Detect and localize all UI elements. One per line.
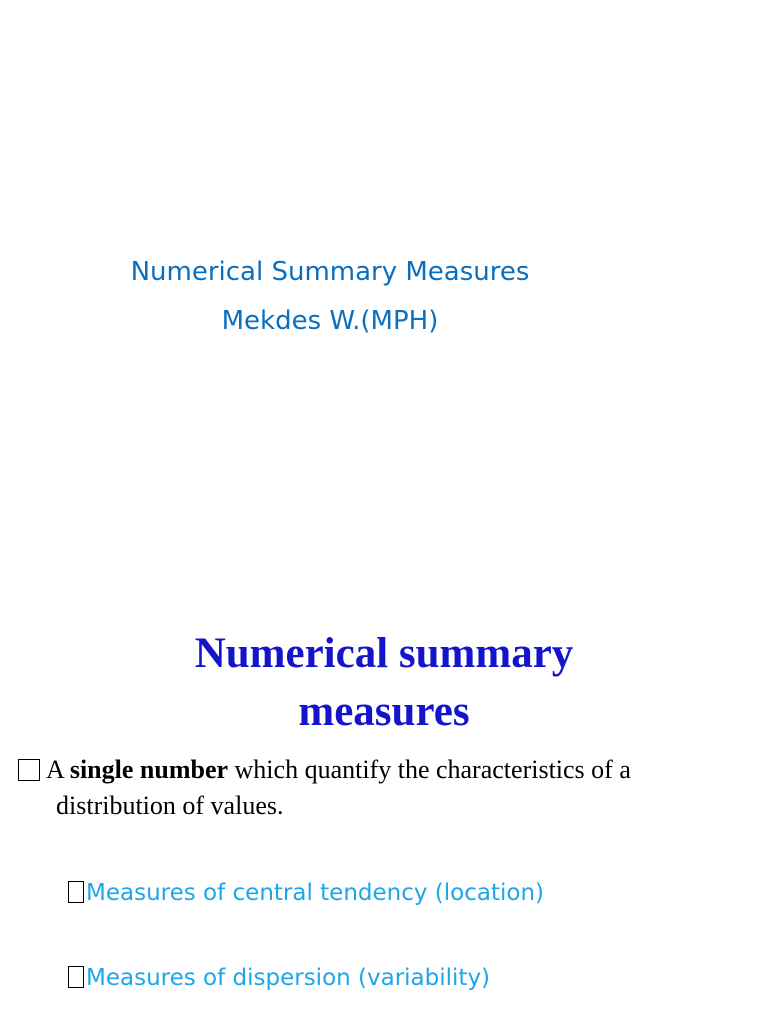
definition-line-1 — [18, 752, 738, 788]
sub-bullet-dispersion — [68, 963, 490, 993]
definition-bold-term: single number — [69, 755, 229, 784]
presentation-title: Numerical Summary Measures — [130, 257, 530, 287]
definition-text-2: distribution of values. — [56, 791, 284, 820]
sub-bullet-label: Measures of central tendency (location) — [86, 880, 545, 906]
slide-heading — [84, 625, 684, 741]
sub-bullet-label: Measures of dispersion (variability) — [86, 965, 491, 991]
presentation-author: Mekdes W.(MPH) — [221, 306, 439, 336]
sub-bullet-central-tendency — [68, 878, 544, 908]
definition-text-1: which quantify the characteristics of a — [234, 755, 631, 784]
content-slide — [0, 580, 768, 1024]
bullet-box-icon — [68, 966, 84, 988]
definition-prefix: A — [46, 755, 64, 784]
bullet-box-icon — [18, 759, 40, 781]
slide-heading-line-2: measures — [298, 688, 470, 735]
bullet-box-icon — [68, 881, 84, 903]
definition-bullet — [18, 752, 738, 824]
slide-heading-line-1: Numerical summary — [194, 630, 574, 677]
